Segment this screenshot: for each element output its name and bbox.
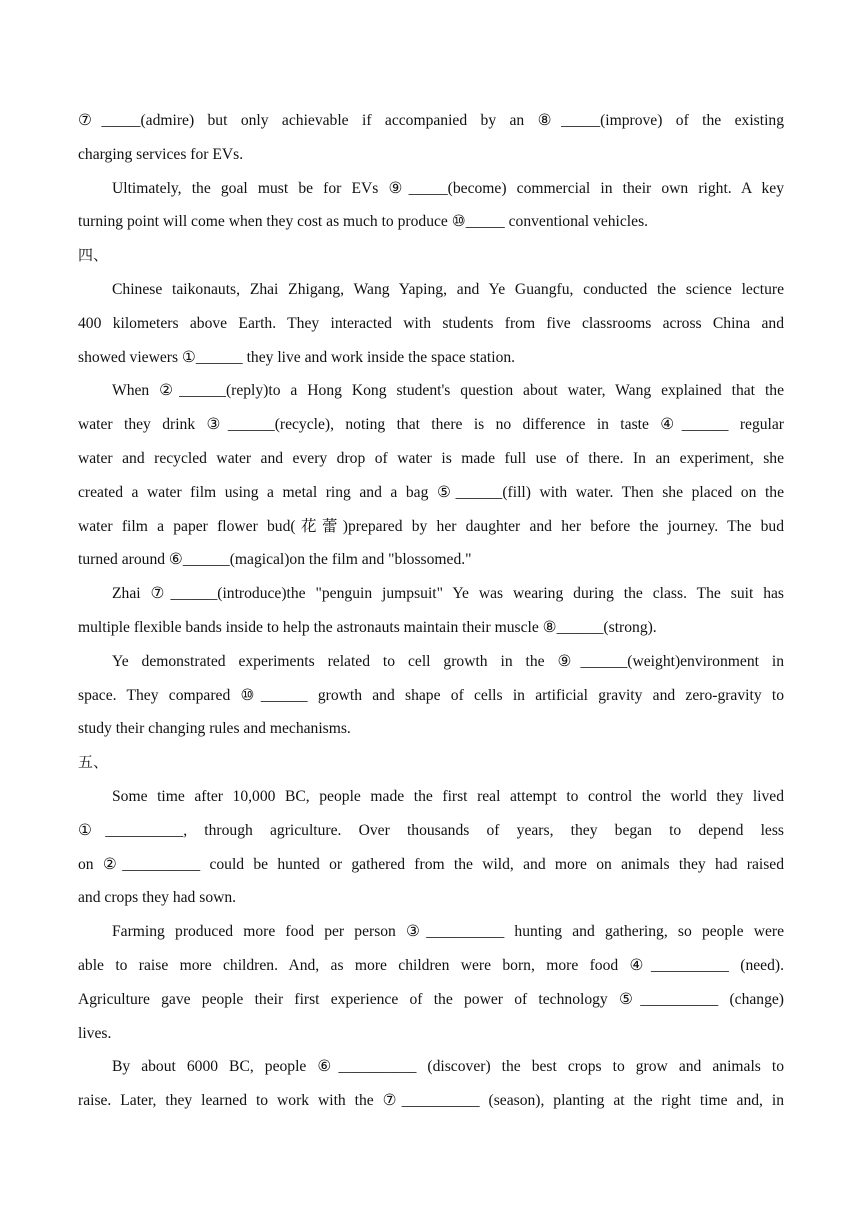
text-line: turned around ⑥______(magical)on the film and "blossomed.": [78, 551, 472, 569]
text-line: created a water film using a metal ring and a bag ⑤______(fill) with water. Then she placed on the: [78, 483, 784, 501]
text-line: multiple flexible bands inside to help the astronauts maintain their muscle ⑧______(strong).: [78, 618, 657, 636]
text-line: and crops they had sown.: [78, 889, 237, 907]
paragraph-start-line: Chinese taikonauts, Zhai Zhigang, Wang Yaping, and Ye Guangfu, conducted the science lecture: [112, 280, 784, 298]
paragraph-start-line: Ye demonstrated experiments related to cell growth in the ⑨______(weight)environment in: [112, 652, 784, 670]
paragraph-start-line: Zhai ⑦______(introduce)the "penguin jumpsuit" Ye was wearing during the class. The suit has: [112, 585, 784, 603]
text-line: raise. Later, they learned to work with the ⑦__________ (season), planting at the right time and, in: [78, 1092, 784, 1110]
text-line: Agriculture gave people their first experience of the power of technology ⑤__________ (change): [78, 990, 784, 1008]
section-heading: 四、: [78, 246, 109, 265]
paragraph-start-line: Some time after 10,000 BC, people made the first real attempt to control the world they lived: [112, 787, 784, 805]
text-line: ①__________, through agriculture. Over thousands of years, they began to depend less: [78, 821, 784, 839]
text-line: able to raise more children. And, as more children were born, more food ④__________ (need).: [78, 956, 784, 974]
text-line: water film a paper flower bud(花蕾)prepared by her daughter and her before the journey. The bud: [78, 517, 784, 535]
paragraph-start-line: By about 6000 BC, people ⑥__________ (discover) the best crops to grow and animals to: [112, 1058, 784, 1076]
text-line: turning point will come when they cost as much to produce ⑩_____ conventional vehicles.: [78, 213, 649, 231]
text-line: on ②__________ could be hunted or gathered from the wild, and more on animals they had raised: [78, 855, 784, 873]
text-line: showed viewers ①______ they live and work inside the space station.: [78, 348, 516, 366]
text-line: water and recycled water and every drop of water is made full use of there. In an experiment, she: [78, 449, 784, 467]
text-line: space. They compared ⑩______ growth and shape of cells in artificial gravity and zero-gravity to: [78, 686, 784, 704]
text-line: 400 kilometers above Earth. They interacted with students from five classrooms across China and: [78, 314, 784, 332]
text-line: lives.: [78, 1024, 112, 1042]
text-line: water they drink ③______(recycle), noting that there is no difference in taste ④______ regular: [78, 416, 784, 434]
text-line: charging services for EVs.: [78, 145, 244, 163]
section-heading: 五、: [78, 753, 109, 772]
paragraph-start-line: Ultimately, the goal must be for EVs ⑨_____(become) commercial in their own right. A key: [112, 179, 784, 197]
text-line: ⑦_____(admire) but only achievable if accompanied by an ⑧_____(improve) of the existing: [78, 112, 784, 129]
text-line: study their changing rules and mechanisms.: [78, 720, 351, 738]
paragraph-start-line: Farming produced more food per person ③__________ hunting and gathering, so people were: [112, 923, 784, 941]
paragraph-start-line: When ②______(reply)to a Hong Kong student's question about water, Wang explained that the: [112, 382, 784, 400]
document-page: [78, 104, 784, 1118]
